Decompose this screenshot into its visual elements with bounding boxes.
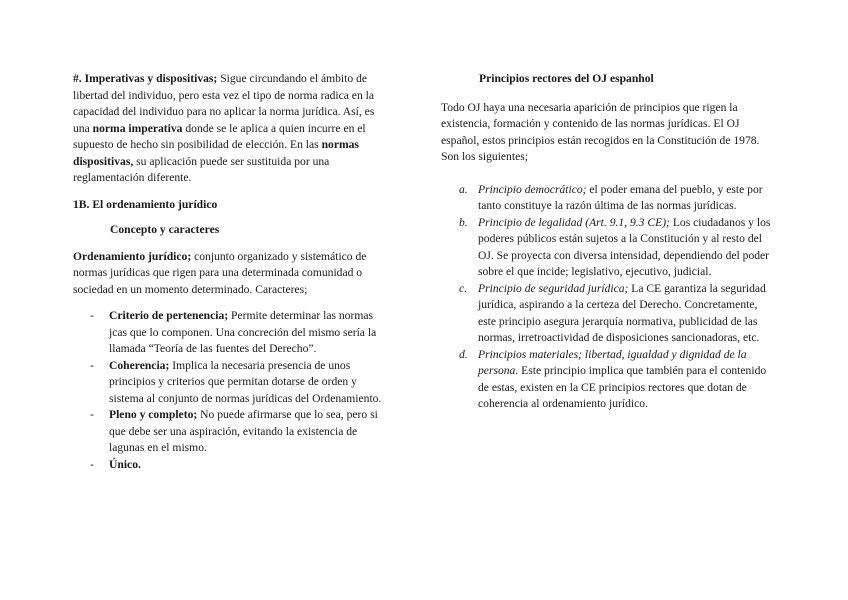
norm-types-heading: #. Imperativas y dispositivas;: [73, 72, 218, 85]
list-item: [441, 182, 771, 215]
norm-types-text-3: su aplicación puede ser sustituida por una reglamentación diferente.: [73, 154, 330, 184]
list-item: [73, 308, 391, 358]
definition-paragraph: [73, 249, 391, 299]
definition-term: Ordenamiento jurídico;: [73, 249, 192, 263]
norm-types-text-1: Sigue circundando el ámbito de libertad del individuo, pero esta vez el tipo de norma radica en la capacidad del individuo para no aplicar la norma jurídica. Así, es una: [73, 72, 375, 135]
list-item: [73, 457, 391, 474]
principle-name: Principio democrático;: [478, 182, 587, 196]
norm-types-text-2: donde se le aplica a quien incurre en el supuesto de hecho sin posibilidad de elección. En las: [73, 121, 366, 151]
dash-marker: -: [90, 309, 94, 322]
letter-marker: a.: [459, 182, 468, 196]
characteristic-text: No puede afirmarse que lo sea, pero si que debe ser una aspiración, evitando la existencia de lagunas en el mismo.: [109, 408, 378, 454]
dash-marker: -: [90, 358, 94, 372]
principles-title: Principios rectores del OJ espanhol: [479, 72, 654, 85]
letter-marker: c.: [459, 281, 468, 295]
definition-text: conjunto organizado y sistemático de normas jurídicas que rigen para una determinada comunidad o sociedad en un momento determinado. Caracteres;: [73, 249, 367, 296]
principles-list: [441, 182, 771, 413]
characteristic-term: Pleno y completo;: [109, 408, 198, 421]
norma-imperativa-term: norma imperativa: [92, 121, 183, 135]
principle-name: Principio de seguridad jurídica;: [478, 281, 629, 295]
characteristic-text: Permite determinar las normas jcas que lo componen. Una concreción del mismo sería la llamada “Teoría de las fuentes del Derecho”.: [109, 309, 377, 355]
characteristic-term: Único.: [109, 457, 141, 471]
principle-text: La CE garantiza la seguridad jurídica, aspirando a la certeza del Derecho. Concretamente, este principio asegura jerarquía normativa, publicidad de las normas, irretroactividad de disposiciones sancionadoras, etc.: [478, 281, 766, 344]
characteristics-list: [73, 308, 391, 473]
principle-name: Principio de legalidad (Art. 9.1, 9.3 CE);: [478, 215, 670, 229]
subsection-heading: Concepto y caracteres: [110, 223, 220, 236]
characteristic-term: Criterio de pertenencia;: [109, 309, 229, 322]
letter-marker: d.: [459, 347, 468, 361]
dash-marker: -: [90, 457, 94, 471]
letter-marker: b.: [459, 215, 468, 229]
list-item: [441, 281, 771, 347]
principle-text: Este principio implica que también para el contenido de estas, existen en la CE principios rectores que dotan de coherencia al ordenamiento jurídico.: [478, 364, 767, 410]
right-column: [441, 71, 771, 413]
list-item: [441, 215, 771, 281]
principle-text: el poder emana del pueblo, y este por tanto constituye la razón última de las normas jurídicas.: [478, 182, 763, 212]
principle-text: Los ciudadanos y los poderes públicos están sujetos a la Constitución y al resto del OJ. Se proyecta con diversa intensidad, dependiendo del poder sobre el que incide; legislativo, ejecutivo, judicial.: [478, 215, 771, 278]
left-column: [73, 71, 391, 473]
section-heading: 1B. El ordenamiento jurídico: [73, 197, 218, 211]
list-item: [441, 347, 771, 413]
characteristic-term: Coherencia;: [109, 358, 170, 372]
dash-marker: -: [90, 408, 94, 421]
characteristic-text: Implica la necesaria presencia de unos principios y criterios que permitan dotarse de orden y sistema al conjunto de normas jurídicas del Ordenamiento.: [109, 358, 382, 405]
list-item: [73, 407, 391, 457]
principles-intro: Todo OJ haya una necesaria aparición de principios que rigen la existencia, formación y contenido de las normas jurídicas. El OJ español, estos principios están recogidos en la Constitución de 1978. Son los siguientes;: [441, 100, 760, 163]
normas-dispositivas-term: normas dispositivas,: [73, 138, 359, 168]
list-item: [73, 358, 391, 408]
norm-types-paragraph: [73, 71, 391, 187]
principle-name: Principios materiales; libertad, igualdad y dignidad de la persona.: [478, 347, 747, 377]
